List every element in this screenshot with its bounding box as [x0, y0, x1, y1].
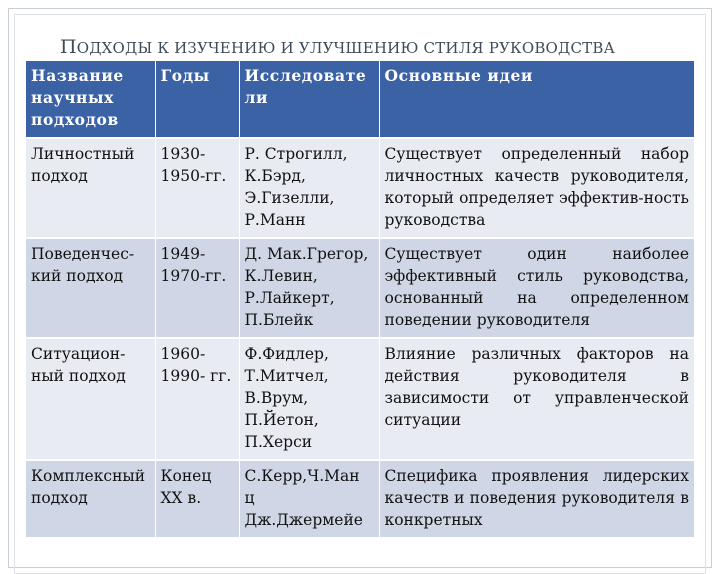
cell-line: В.Врум, — [244, 389, 309, 407]
table-row — [26, 338, 694, 460]
cell-line: К.Левин, — [244, 267, 318, 285]
cell-idea: Существует один наиболее эффективный стиль руководства, основанный на определенном поведении руководителя — [379, 238, 694, 338]
table-row — [26, 138, 694, 238]
cell-line: подход — [31, 167, 88, 185]
cell-approach — [26, 238, 155, 338]
cell-line: Т.Митчел, — [244, 367, 329, 385]
cell-idea: Влияние различных факторов на действия руководителя в зависимости от управленческой ситуации — [379, 338, 694, 460]
cell-years — [155, 338, 239, 460]
cell-line: Р.Лайкерт, — [244, 289, 335, 307]
cell-approach — [26, 138, 155, 238]
cell-researchers — [239, 460, 379, 538]
cell-approach — [26, 460, 155, 538]
header-approach-line: подходов — [31, 110, 119, 129]
header-years — [155, 61, 239, 138]
slide-title-first-letter: П — [60, 36, 77, 58]
cell-years — [155, 138, 239, 238]
header-approach-line: Название — [31, 66, 124, 85]
cell-line: XX в. — [160, 489, 202, 507]
cell-approach — [26, 338, 155, 460]
cell-line: Р.Манн — [244, 211, 306, 229]
header-researchers — [239, 61, 379, 138]
cell-line: Конец — [160, 467, 212, 485]
header-approach — [26, 61, 155, 138]
cell-line: Личностный — [31, 145, 135, 163]
cell-idea: Существует определенный набор личностных качеств руководителя, который определяет эффектив-ность руководства — [379, 138, 694, 238]
cell-years — [155, 238, 239, 338]
cell-researchers — [239, 338, 379, 460]
cell-researchers — [239, 138, 379, 238]
cell-line: ный подход — [31, 367, 126, 385]
cell-line: подход — [31, 489, 88, 507]
cell-line: 1930- — [160, 145, 206, 163]
cell-line: 1960- — [160, 345, 206, 363]
header-approach-line: научных — [31, 88, 114, 107]
table-row — [26, 238, 694, 338]
cell-line: Р. Строгилл, — [244, 145, 348, 163]
cell-line: 1949- — [160, 245, 206, 263]
cell-line: Э.Гизелли, — [244, 189, 335, 207]
cell-line: 1950-гг. — [160, 167, 227, 185]
cell-line: П.Блейк — [244, 311, 314, 329]
cell-line: 1990- гг. — [160, 367, 232, 385]
header-researchers-line: Исследовате — [244, 66, 367, 85]
cell-line: Ситуацион- — [31, 345, 126, 363]
cell-line: ц — [244, 489, 255, 507]
table-header-row — [26, 61, 694, 138]
header-years-line: Годы — [160, 66, 210, 85]
cell-line: Д. Мак.Грегор, — [244, 245, 369, 263]
header-ideas — [379, 61, 694, 138]
slide-title-rest: ОДХОДЫ К ИЗУЧЕНИЮ И УЛУЧШЕНИЮ СТИЛЯ РУКОВОДСТВА — [76, 39, 616, 57]
table-row — [26, 460, 694, 538]
cell-line: Дж.Джермейе — [244, 511, 363, 529]
cell-line: Поведенчес- — [31, 245, 135, 263]
cell-years — [155, 460, 239, 538]
cell-researchers — [239, 238, 379, 338]
slide-title — [60, 36, 700, 58]
cell-line: П.Херси — [244, 433, 313, 451]
header-researchers-line: ли — [244, 88, 269, 107]
header-ideas-line: Основные идеи — [384, 66, 534, 85]
approaches-table — [26, 61, 694, 539]
cell-line: П.Йетон, — [244, 411, 319, 429]
cell-line: Ф.Фидлер, — [244, 345, 329, 363]
cell-line: кий подход — [31, 267, 124, 285]
cell-line: 1970-гг. — [160, 267, 227, 285]
cell-idea: Специфика проявления лидерских качеств и поведения руководителя в конкретных — [379, 460, 694, 538]
cell-line: К.Бэрд, — [244, 167, 306, 185]
cell-line: Комплексный — [31, 467, 146, 485]
cell-line: С.Керр,Ч.Ман — [244, 467, 360, 485]
